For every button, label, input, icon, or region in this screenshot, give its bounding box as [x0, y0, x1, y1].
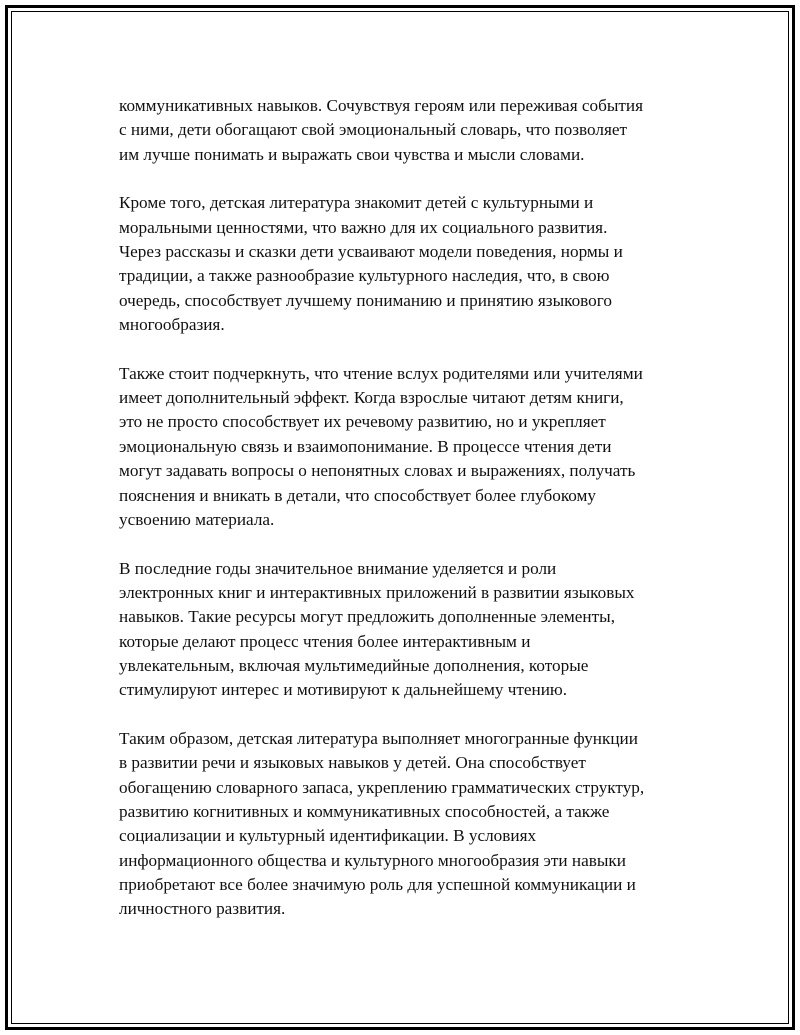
text-line: традиции, а также разнообразие культурного наследия, что, в свою: [119, 266, 610, 286]
text-line: моральными ценностями, что важно для их социального развития.: [119, 217, 608, 237]
text-line: увлекательным, включая мультимедийные дополнения, которые: [119, 655, 589, 675]
text-line: В последние годы значительное внимание уделяется и роли: [119, 558, 557, 578]
text-line: навыков. Такие ресурсы могут предложить дополненные элементы,: [119, 607, 615, 627]
paragraph: [119, 727, 689, 922]
text-line: Кроме того, детская литература знакомит детей с культурными и: [119, 193, 594, 213]
text-line: имеет дополнительный эффект. Когда взрослые читают детям книги,: [119, 388, 624, 408]
text-line: Через рассказы и сказки дети усваивают модели поведения, нормы и: [119, 242, 623, 262]
text-line: Таким образом, детская литература выполняет многогранные функции: [119, 728, 638, 748]
text-line: это не просто способствует их речевому развитию, но и укрепляет: [119, 412, 606, 432]
text-line: пояснения и вникать в детали, что способствует более глубокому: [119, 485, 597, 505]
text-line: которые делают процесс чтения более интерактивным и: [119, 631, 531, 651]
text-line: в развитии речи и языковых навыков у детей. Она способствует: [119, 753, 586, 773]
text-line: усвоению материала.: [119, 509, 275, 529]
paragraph: [119, 362, 689, 532]
text-line: им лучше понимать и выражать свои чувства и мысли словами.: [119, 144, 585, 164]
text-line: приобретают все более значимую роль для успешной коммуникации и: [119, 875, 636, 894]
text-line: обогащению словарного запаса, укреплению грамматических структур,: [119, 777, 645, 797]
text-line: многообразия.: [119, 315, 225, 335]
text-line: могут задавать вопросы о непонятных словах и выражениях, получать: [119, 461, 636, 481]
document-body: [119, 94, 689, 946]
paragraph: [119, 94, 689, 167]
text-line: стимулируют интерес и мотивируют к дальнейшему чтению.: [119, 680, 568, 700]
text-line: эмоциональную связь и взаимопонимание. В процессе чтения дети: [119, 436, 612, 456]
text-line: очередь, способствует лучшему пониманию и принятию языкового: [119, 290, 612, 310]
text-line: развитию когнитивных и коммуникативных способностей, а также: [119, 801, 610, 821]
text-line: электронных книг и интерактивных приложений в развитии языковых: [119, 582, 635, 602]
text-line: информационного общества и культурного многообразия эти навыки: [119, 850, 626, 870]
text-line: коммуникативных навыков. Сочувствуя героям или переживая события: [119, 96, 644, 115]
text-line: Также стоит подчеркнуть, что чтение вслух родителями или учителями: [119, 363, 643, 383]
text-line: с ними, дети обогащают свой эмоциональный словарь, что позволяет: [119, 120, 628, 140]
paragraph: [119, 191, 689, 337]
text-line: социализации и культурный идентификации. В условиях: [119, 826, 537, 846]
paragraph: [119, 557, 689, 703]
text-line: личностного развития.: [119, 899, 286, 919]
